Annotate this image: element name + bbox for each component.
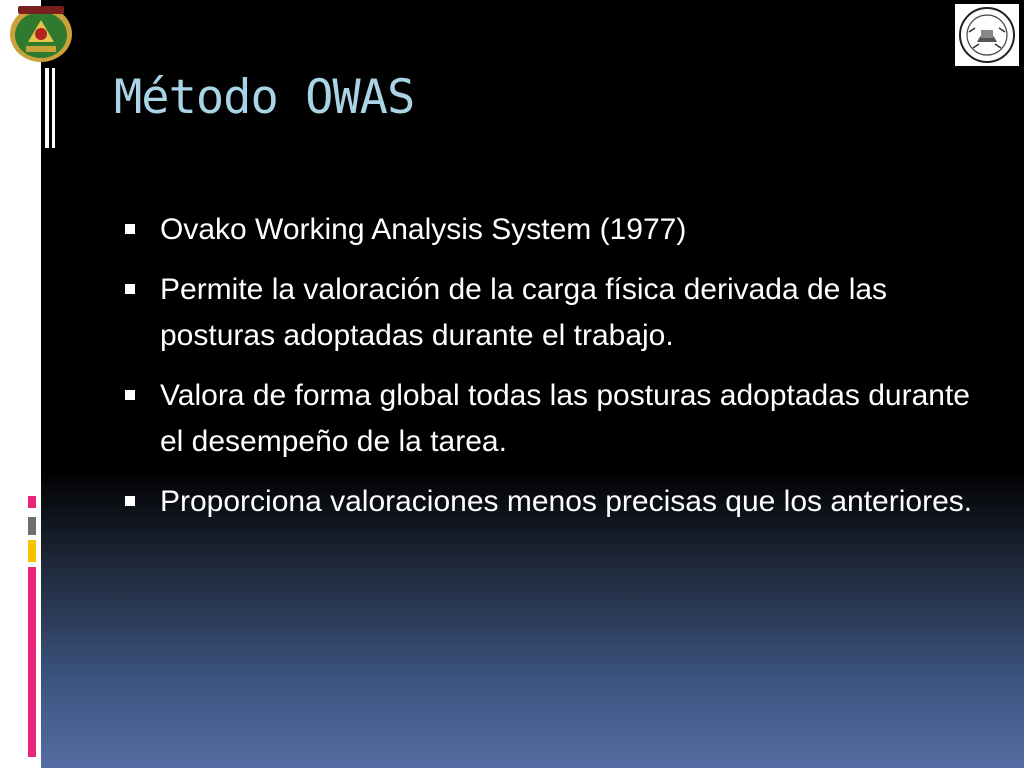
bullet-text: Valora de forma global todas las posturas adoptadas durante el desempeño de la tarea. bbox=[160, 379, 970, 458]
accent-bar-gray bbox=[28, 517, 36, 535]
accent-bar-pink-2 bbox=[28, 567, 36, 757]
square-bullet-icon bbox=[125, 284, 135, 294]
accent-bar-pink-1 bbox=[28, 496, 36, 508]
university-seal-logo bbox=[955, 4, 1019, 66]
square-bullet-icon bbox=[125, 224, 135, 234]
square-bullet-icon bbox=[125, 390, 135, 400]
bullet-item bbox=[118, 207, 978, 253]
bullet-text: Permite la valoración de la carga física derivada de las posturas adoptadas durante el trabajo. bbox=[160, 273, 888, 352]
school-seal-logo bbox=[6, 2, 76, 64]
bullet-list bbox=[118, 207, 978, 539]
bullet-text: Proporciona valoraciones menos precisas que los anteriores. bbox=[160, 485, 973, 518]
bullet-item bbox=[118, 479, 978, 525]
accent-bar-yellow bbox=[28, 540, 36, 562]
decorative-bars-top bbox=[27, 68, 97, 148]
slide-title: Método OWAS bbox=[114, 70, 415, 125]
bullet-item bbox=[118, 373, 978, 465]
bullet-text: Ovako Working Analysis System (1977) bbox=[160, 213, 687, 246]
square-bullet-icon bbox=[125, 496, 135, 506]
bullet-item bbox=[118, 267, 978, 359]
